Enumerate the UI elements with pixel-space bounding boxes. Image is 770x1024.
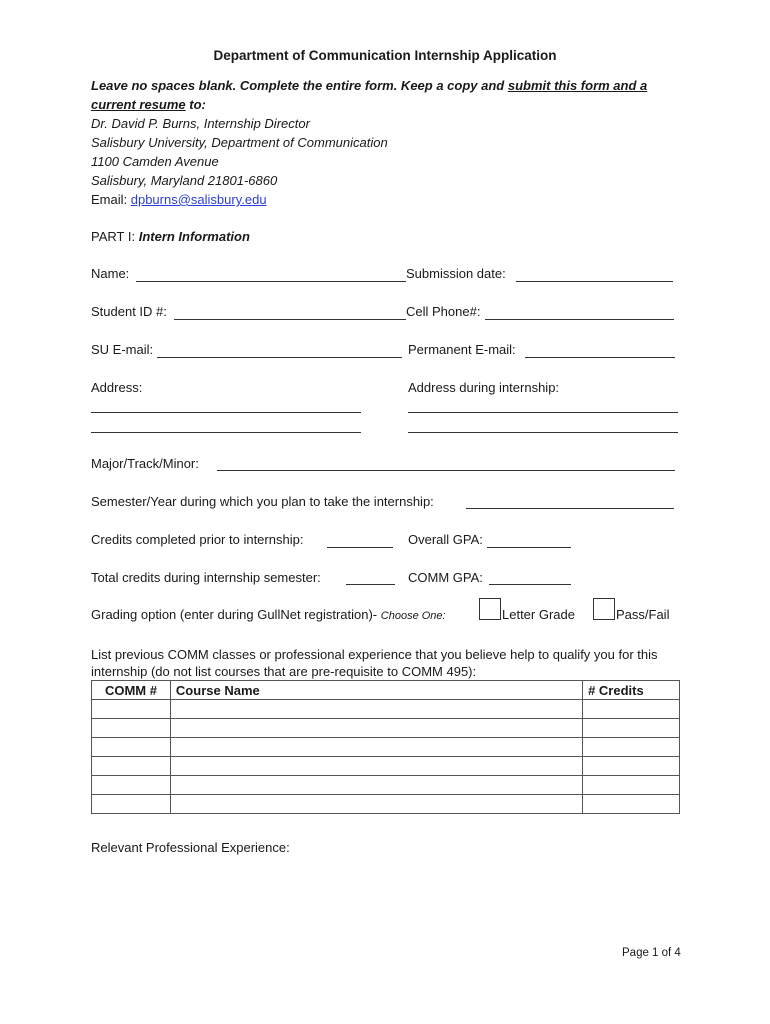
su-email-label: SU E-mail: [91,342,154,357]
course-name-cell[interactable] [170,795,582,814]
grading-option-label [91,607,446,624]
part-1-label: PART I [91,229,132,244]
part-1-heading [91,229,250,245]
pass-fail-label: Pass/Fail [616,607,670,622]
permanent-email-field[interactable] [525,357,675,358]
part-1-title: Intern Information [138,229,250,244]
address-during-label: Address during internship: [408,380,560,395]
instructions-end: to: [185,97,206,112]
instructions [91,76,691,209]
table-row [92,700,680,719]
comm-gpa-label: COMM GPA: [408,570,483,585]
credits-completed-label: Credits completed prior to internship: [91,532,304,547]
table-row [92,719,680,738]
relevant-experience-label: Relevant Professional Experience: [91,840,290,855]
address-label: Address: [91,380,143,395]
total-credits-field[interactable] [346,584,395,585]
courses-header-row [92,681,680,700]
semester-field[interactable] [466,508,674,509]
su-email-field[interactable] [157,357,402,358]
table-row [92,776,680,795]
course-name-cell[interactable] [170,738,582,757]
credits-cell[interactable] [583,700,680,719]
instructions-underlined: submit this form and a current resume [91,78,648,112]
letter-grade-checkbox[interactable] [479,598,501,620]
comm-number-cell[interactable] [92,738,171,757]
comm-number-cell[interactable] [92,757,171,776]
major-label: Major/Track/Minor: [91,456,199,471]
credits-cell[interactable] [583,719,680,738]
cell-phone-label: Cell Phone#: [406,304,481,319]
overall-gpa-field[interactable] [487,547,571,548]
comm-number-cell[interactable] [92,795,171,814]
courses-instructions: List previous COMM classes or professional experience that you believe help to qualify you for this internship (do not list courses that are pre-requisite to COMM 495): [91,647,658,679]
credits-cell[interactable] [583,776,680,795]
header-course-name: Course Name [170,681,582,700]
choose-one-text: Choose One: [380,610,446,622]
course-name-cell[interactable] [170,719,582,738]
table-row [92,757,680,776]
course-name-cell[interactable] [170,700,582,719]
student-id-label: Student ID #: [91,304,167,319]
course-name-cell[interactable] [170,757,582,776]
name-field[interactable] [136,281,406,282]
address-during-field-line-1[interactable] [408,412,678,413]
email-label: Email: [91,192,131,207]
email-link[interactable]: dpburns@salisbury.edu [130,192,267,207]
cell-phone-field[interactable] [485,319,674,320]
address-line-2: Salisbury University, Department of Communication [91,135,388,150]
grading-option-text: Grading option (enter during GullNet registration)- [91,607,378,622]
permanent-email-label: Permanent E-mail: [408,342,516,357]
address-field-line-1[interactable] [91,412,361,413]
table-row [92,738,680,757]
overall-gpa-label: Overall GPA: [408,532,483,547]
header-comm-number: COMM # [92,681,171,700]
total-credits-label: Total credits during internship semester: [91,570,321,585]
credits-completed-field[interactable] [327,547,393,548]
page-title: Department of Communication Internship Application [213,48,557,63]
course-name-cell[interactable] [170,776,582,795]
major-field[interactable] [217,470,675,471]
name-label: Name: [91,266,130,281]
page-number: Page 1 of 4 [622,947,681,959]
credits-cell[interactable] [583,738,680,757]
instructions-lead: Leave no spaces blank. Complete the entire form. Keep a copy and [91,78,508,93]
part-1-sep: : [131,229,139,244]
student-id-field[interactable] [174,319,406,320]
letter-grade-label: Letter Grade [502,607,575,622]
submission-date-label: Submission date: [406,266,506,281]
comm-number-cell[interactable] [92,776,171,795]
credits-cell[interactable] [583,757,680,776]
semester-label: Semester/Year during which you plan to take the internship: [91,494,434,509]
submission-date-field[interactable] [516,281,673,282]
comm-gpa-field[interactable] [489,584,571,585]
header-credits: # Credits [583,681,680,700]
credits-cell[interactable] [583,795,680,814]
address-line-4: Salisbury, Maryland 21801-6860 [91,173,278,188]
pass-fail-checkbox[interactable] [593,598,615,620]
address-field-line-2[interactable] [91,432,361,433]
comm-number-cell[interactable] [92,719,171,738]
address-line-1: Dr. David P. Burns, Internship Director [91,116,310,131]
address-line-3: 1100 Camden Avenue [91,154,219,169]
address-during-field-line-2[interactable] [408,432,678,433]
table-row [92,795,680,814]
comm-number-cell[interactable] [92,700,171,719]
courses-table [91,680,680,814]
